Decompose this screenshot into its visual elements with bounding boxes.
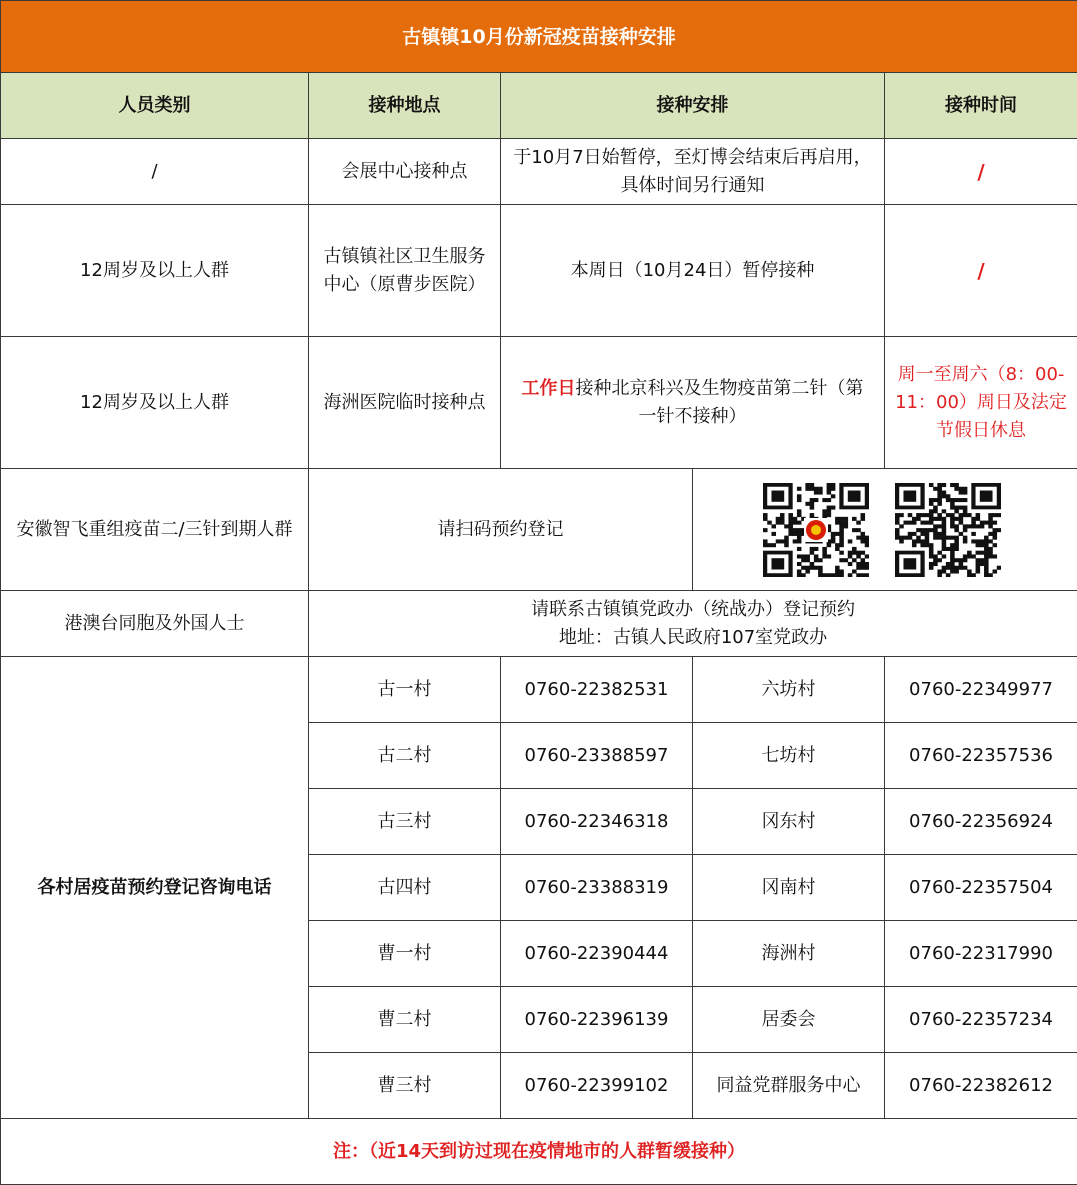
contact-line: 请联系古镇镇党政办（统战办）登记预约: [313, 596, 1073, 624]
qr-code-icon[interactable]: [763, 483, 869, 577]
village-name: 海洲村: [693, 921, 885, 987]
qr-code-icon[interactable]: [895, 483, 1001, 577]
village-name: 曹一村: [309, 921, 501, 987]
workday-emphasis: 工作日: [522, 378, 576, 399]
time-line: 11：00）周日及法定: [889, 389, 1073, 417]
phone-row: [1, 657, 1077, 723]
arrangement-text: 接种北京科兴及生物疫苗第二针（第: [576, 378, 864, 399]
table-row: [1, 139, 1077, 205]
arrangement-cell: 本周日（10月24日）暂停接种: [501, 205, 885, 337]
time-line: 节假日休息: [889, 417, 1073, 445]
village-name: 古二村: [309, 723, 501, 789]
header-arrangement: 接种安排: [501, 73, 885, 139]
phone-number: 0760-22349977: [885, 657, 1077, 723]
category-cell: 12周岁及以上人群: [1, 337, 309, 469]
header-category: 人员类别: [1, 73, 309, 139]
table-row: [1, 337, 1077, 469]
arrangement-line: 具体时间另行通知: [505, 172, 880, 200]
page-title: 古镇镇10月份新冠疫苗接种安排: [1, 1, 1077, 73]
note-text: 注：（近14天到访过现在疫情地市的人群暂缓接种）: [1, 1119, 1077, 1185]
village-name: 六坊村: [693, 657, 885, 723]
category-cell: 安徽智飞重组疫苗二/三针到期人群: [1, 469, 309, 591]
village-name: 冈东村: [693, 789, 885, 855]
title-row: [1, 1, 1077, 73]
arrangement-line: 于10月7日始暂停，至灯博会结束后再启用，: [505, 144, 880, 172]
phone-number: 0760-22382531: [501, 657, 693, 723]
header-location: 接种地点: [309, 73, 501, 139]
village-name: 古一村: [309, 657, 501, 723]
village-name: 曹三村: [309, 1053, 501, 1119]
phone-number: 0760-22317990: [885, 921, 1077, 987]
arrangement-cell: [501, 139, 885, 205]
phone-number: 0760-22396139: [501, 987, 693, 1053]
location-cell: [309, 205, 501, 337]
phone-section-label: 各村居疫苗预约登记咨询电话: [1, 657, 309, 1119]
time-line: 周一至周六（8：00-: [889, 361, 1073, 389]
phone-number: 0760-22390444: [501, 921, 693, 987]
arrangement-line: [505, 375, 880, 403]
location-line: 中心（原曹步医院）: [313, 271, 496, 299]
category-cell: 港澳台同胞及外国人士: [1, 591, 309, 657]
arrangement-line: 一针不接种）: [505, 403, 880, 431]
foreign-row: [1, 591, 1077, 657]
village-name: 居委会: [693, 987, 885, 1053]
qr-instruction: 请扫码预约登记: [309, 469, 693, 591]
phone-number: 0760-23388597: [501, 723, 693, 789]
phone-number: 0760-22357536: [885, 723, 1077, 789]
village-name: 曹二村: [309, 987, 501, 1053]
qr-codes-cell: [693, 469, 1077, 591]
village-name: 古三村: [309, 789, 501, 855]
time-cell: [885, 337, 1077, 469]
phone-number: 0760-23388319: [501, 855, 693, 921]
contact-line: 地址：古镇人民政府107室党政办: [313, 624, 1073, 652]
header-time: 接种时间: [885, 73, 1077, 139]
phone-number: 0760-22346318: [501, 789, 693, 855]
phone-number: 0760-22356924: [885, 789, 1077, 855]
phone-number: 0760-22382612: [885, 1053, 1077, 1119]
village-name: 冈南村: [693, 855, 885, 921]
village-name: 同益党群服务中心: [693, 1053, 885, 1119]
party-emblem-icon: [804, 518, 828, 542]
village-name: 七坊村: [693, 723, 885, 789]
location-cell: 会展中心接种点: [309, 139, 501, 205]
category-cell: 12周岁及以上人群: [1, 205, 309, 337]
category-cell: /: [1, 139, 309, 205]
location-cell: 海洲医院临时接种点: [309, 337, 501, 469]
table-row: [1, 205, 1077, 337]
time-cell: /: [885, 139, 1077, 205]
phone-number: 0760-22357504: [885, 855, 1077, 921]
phone-number: 0760-22357234: [885, 987, 1077, 1053]
note-row: [1, 1119, 1077, 1185]
phone-number: 0760-22399102: [501, 1053, 693, 1119]
time-cell: /: [885, 205, 1077, 337]
contact-cell: [309, 591, 1077, 657]
qr-row: [1, 469, 1077, 591]
location-line: 古镇镇社区卫生服务: [313, 243, 496, 271]
village-name: 古四村: [309, 855, 501, 921]
header-row: [1, 73, 1077, 139]
qr-codes: [697, 483, 1073, 577]
arrangement-cell: [501, 337, 885, 469]
